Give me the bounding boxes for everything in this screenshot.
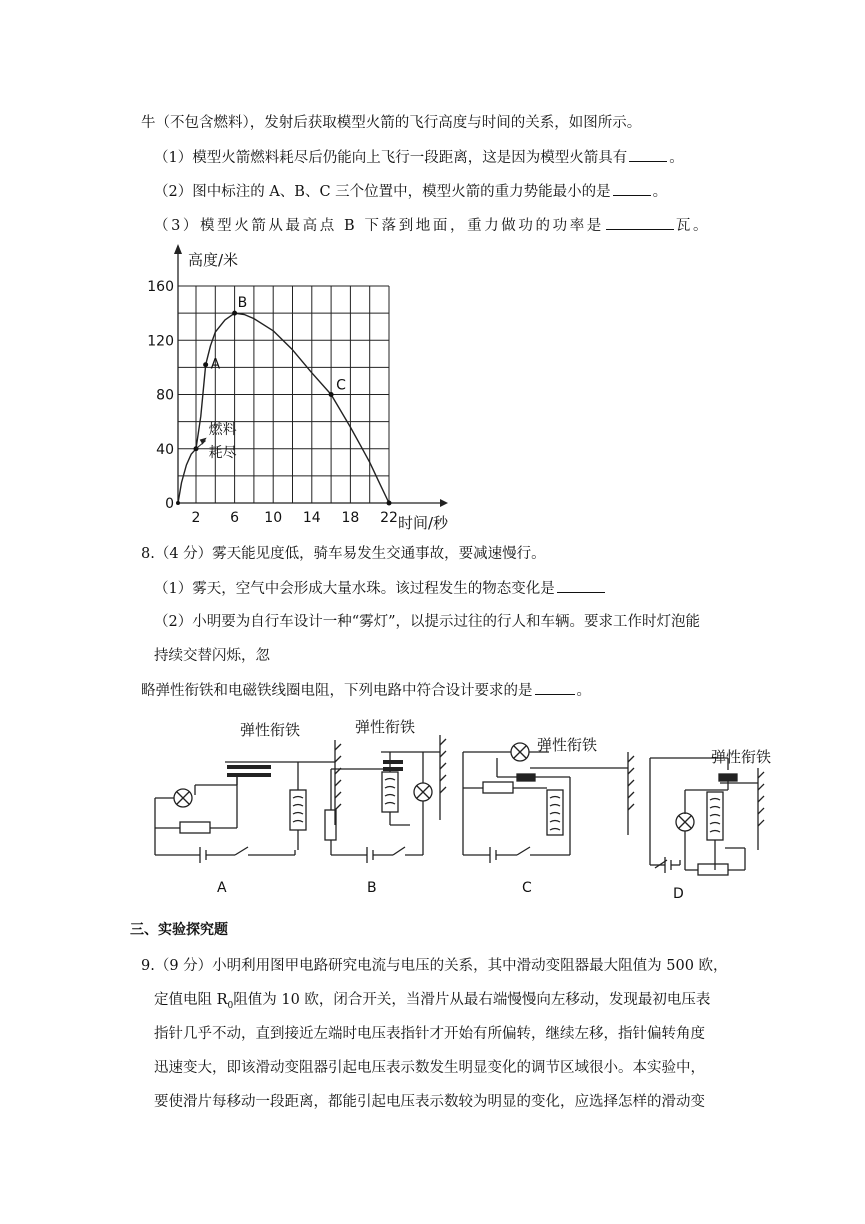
fuel-annotation-2: 耗尽	[208, 444, 237, 461]
question-9-line-5: 要使滑片每移动一段距离，都能引起电压表示数较为明显的变化，应选择怎样的滑动变	[154, 1094, 705, 1110]
x-axis-arrow	[440, 499, 448, 507]
y-tick-label: 40	[156, 441, 174, 458]
answer-blank-1	[629, 147, 667, 162]
point-c	[329, 392, 334, 397]
question-1-end: 。	[669, 150, 684, 166]
circuit-diagrams	[145, 710, 805, 910]
y-tick-label: 120	[147, 333, 174, 350]
r0-subscript: 0	[227, 1000, 234, 1011]
y-axis-label: 高度/米	[188, 251, 239, 269]
answer-blank-8-1	[557, 578, 605, 593]
armature-label-d: 弹性衔铁	[711, 748, 772, 766]
landing-point	[387, 501, 392, 506]
circuit-label-b: B	[367, 880, 377, 896]
question-8-2b: 持续交替闪烁，忽	[154, 648, 270, 664]
y-tick-label: 160	[147, 279, 174, 296]
x-tick-label: 2	[191, 510, 201, 526]
question-8-2c	[141, 680, 591, 701]
circuit-label-d: D	[673, 886, 684, 902]
y-axis-arrow	[174, 244, 182, 254]
question-2	[154, 181, 667, 202]
circuit-d	[650, 758, 764, 875]
answer-blank-3	[606, 215, 674, 230]
question-8-2c-end: 。	[576, 683, 591, 699]
answer-blank-2	[613, 181, 651, 196]
question-9-line-4: 迅速变大，即该滑动变阻器引起电压表示数发生明显变化的调节区域很小。本实验中，	[154, 1060, 705, 1076]
question-9-line-2b: 阻值为 10 欧，闭合开关，当滑片从最右端慢慢向左移动，发现最初电压表	[233, 992, 711, 1008]
question-2-text: （2）图中标注的 A、B、C 三个位置中，模型火箭的重力势能最小的是	[154, 184, 611, 200]
question-9-line-2a: 定值电阻 R	[154, 992, 228, 1008]
height-curve	[178, 313, 389, 503]
x-axis-label: 时间/秒	[398, 514, 449, 532]
fuel-annotation-1: 燃料	[208, 421, 237, 438]
question-3	[154, 215, 710, 236]
question-9-line-3: 指针几乎不动，直到接近左端时电压表指针才开始有所偏转，继续左移，指针偏转角度	[154, 1026, 705, 1042]
point-b	[232, 311, 237, 316]
circuit-c	[463, 743, 634, 863]
question-9-line-2	[154, 990, 710, 1016]
x-tick-label: 22	[380, 510, 398, 526]
point-label-c: C	[336, 377, 346, 394]
question-2-end: 。	[652, 184, 668, 200]
question-8-1-text: （1）雾天，空气中会形成大量水珠。该过程发生的物态变化是	[154, 581, 555, 597]
x-tick-label: 14	[302, 510, 321, 526]
question-8-1	[154, 578, 607, 599]
section-heading: 三、实验探究题	[130, 922, 228, 938]
question-3-text: （3）模型火箭从最高点 B 下落到地面，重力做功的功率是	[154, 218, 604, 234]
question-3-end: 瓦。	[675, 218, 711, 234]
x-tick-label: 10	[264, 510, 283, 526]
circuit-label-a: A	[217, 880, 227, 896]
circuit-a	[155, 740, 341, 863]
question-1	[154, 147, 684, 168]
circuit-b	[325, 735, 446, 863]
question-8-2c-text: 略弹性衔铁和电磁铁线圈电阻，下列电路中符合设计要求的是	[141, 683, 533, 699]
circuit-label-c: C	[522, 880, 532, 896]
height-time-chart	[140, 240, 460, 540]
point-label-a: A	[210, 356, 221, 373]
origin-point	[176, 501, 180, 505]
y-tick-label: 80	[156, 387, 174, 404]
armature-label-a: 弹性衔铁	[240, 721, 301, 739]
paragraph-intro: 牛（不包含燃料），发射后获取模型火箭的飞行高度与时间的关系，如图所示。	[141, 115, 642, 131]
question-8-head: 8.（4 分）雾天能见度低，骑车易发生交通事故，要减速慢行。	[141, 546, 546, 562]
armature-label-b: 弹性衔铁	[355, 718, 416, 736]
answer-blank-8-2	[535, 680, 575, 695]
point-a	[203, 362, 208, 367]
point-label-b: B	[237, 295, 248, 312]
question-8-2a: （2）小明要为自行车设计一种“雾灯”，以提示过往的行人和车辆。要求工作时灯泡能	[154, 614, 701, 630]
question-1-text: （1）模型火箭燃料耗尽后仍能向上飞行一段距离，这是因为模型火箭具有	[154, 150, 628, 166]
x-tick-label: 18	[341, 510, 360, 526]
armature-label-c: 弹性衔铁	[537, 736, 598, 754]
x-tick-label: 6	[230, 510, 240, 526]
y-tick-label: 0	[165, 496, 174, 512]
question-9-line-1: 9.（9 分）小明利用图甲电路研究电流与电压的关系，其中滑动变阻器最大阻值为 500 欧，	[141, 958, 728, 974]
